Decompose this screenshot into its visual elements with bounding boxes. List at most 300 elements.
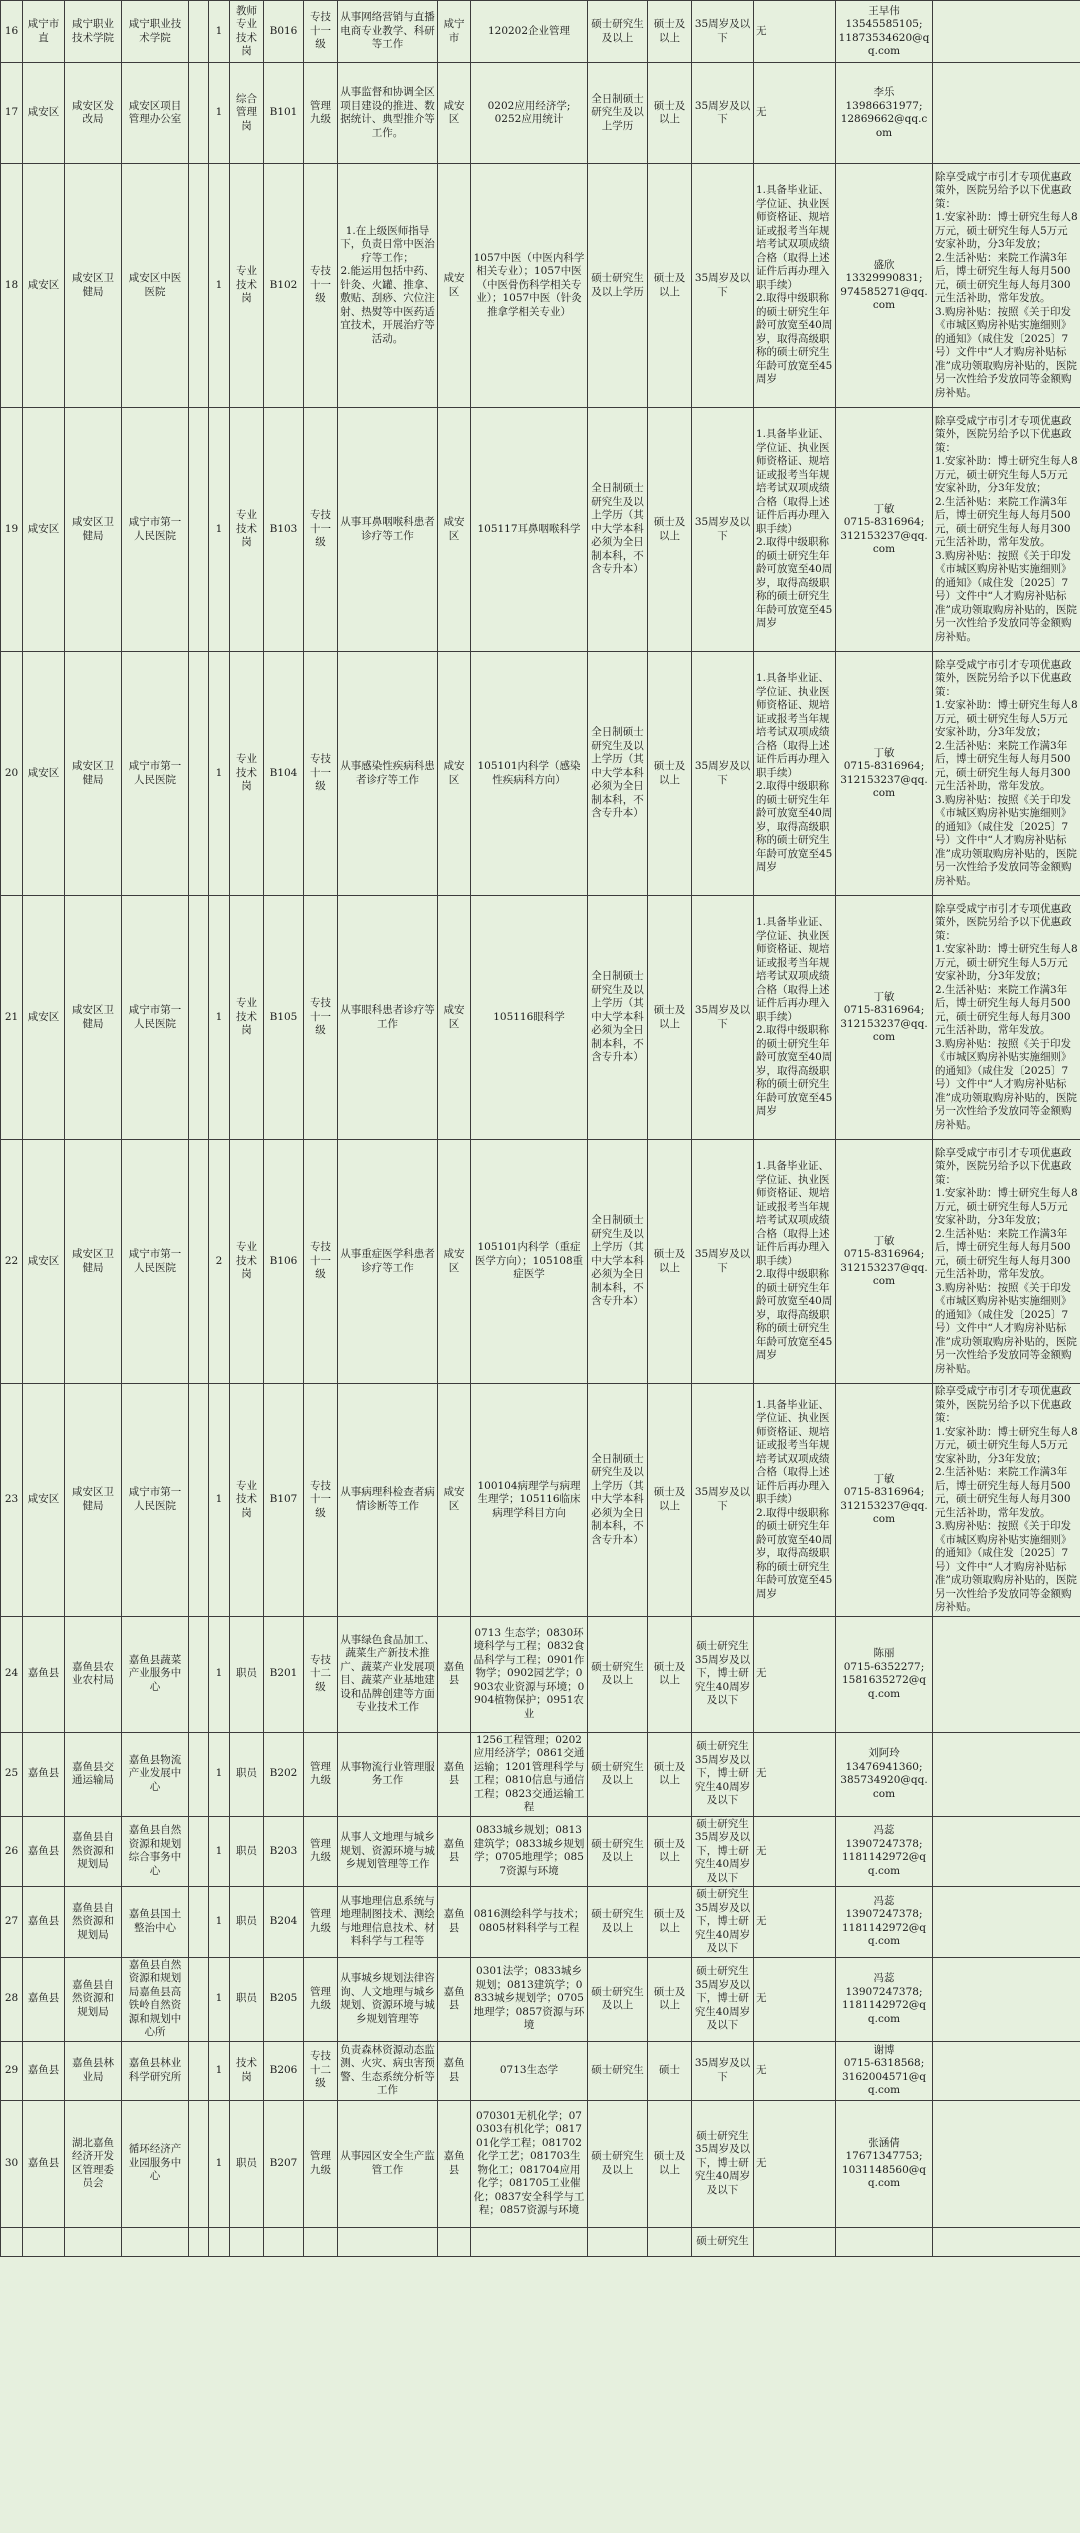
cell-code: B207 xyxy=(264,2100,304,2227)
cell-level: 管理九级 xyxy=(304,63,338,164)
cell-degree: 硕士及以上 xyxy=(648,1140,692,1384)
cell-count: 1 xyxy=(209,1,230,63)
cell-code: B104 xyxy=(264,652,304,896)
cell-edu: 硕士研究生及以上 xyxy=(588,2100,648,2227)
cell-count: 1 xyxy=(209,1616,230,1732)
cell-workplace: 嘉鱼县 xyxy=(438,2041,471,2100)
cell-category: 职员 xyxy=(230,1887,264,1958)
cell-duties: 从事病理科检查者病情诊断等工作 xyxy=(338,1384,438,1617)
cell-unit: 嘉鱼县自然资源和规划局嘉鱼县高铁岭自然资源和规划中心所 xyxy=(122,1957,189,2041)
cell-other: 无 xyxy=(754,1,836,63)
cell-category: 职员 xyxy=(230,1616,264,1732)
cell-degree: 硕士及以上 xyxy=(648,408,692,652)
cell-major: 0713 生态学；0830环境科学与工程；0832食品科学与工程；0901作物学；0902园艺学；0903农业资源与环境；0904植物保护；0951农业 xyxy=(471,1616,588,1732)
cell-unit: 咸宁市第一人民医院 xyxy=(122,1384,189,1617)
cell-count: 1 xyxy=(209,1732,230,1816)
cell-workplace: 嘉鱼县 xyxy=(438,2100,471,2227)
cell-count: 1 xyxy=(209,2041,230,2100)
cell-major: 105101内科学（感染性疾病科方向） xyxy=(471,652,588,896)
cell-unit: 嘉鱼县国土整治中心 xyxy=(122,1887,189,1958)
cell-level: 专技十二级 xyxy=(304,1616,338,1732)
cell-type xyxy=(189,2100,209,2227)
cell-unit: 嘉鱼县自然资源和规划综合事务中心 xyxy=(122,1816,189,1887)
cell-degree: 硕士及以上 xyxy=(648,1732,692,1816)
cell-dept: 咸安区卫健局 xyxy=(65,1384,122,1617)
cell-contact: 王早伟 13545585105; 11873534620@qq.com xyxy=(836,1,933,63)
cell-degree: 硕士及以上 xyxy=(648,2100,692,2227)
cell-edu: 全日制硕士研究生及以上学历（其中大学本科必须为全日制本科，不含专升本） xyxy=(588,408,648,652)
cell-duties: 从事物流行业管理服务工作 xyxy=(338,1732,438,1816)
cell-age: 硕士研究生35周岁及以下，博士研究生40周岁及以下 xyxy=(692,1887,754,1958)
cell-workplace: 咸安区 xyxy=(438,1140,471,1384)
cell-age: 35周岁及以下 xyxy=(692,1,754,63)
cell-contact: 丁敏 0715-8316964; 312153237@qq.com xyxy=(836,408,933,652)
cell-region: 咸安区 xyxy=(23,63,65,164)
cell-code: B016 xyxy=(264,1,304,63)
cell-dept: 咸安区卫健局 xyxy=(65,896,122,1140)
table-row xyxy=(1,652,1080,896)
cell-other: 1.具备毕业证、学位证、执业医师资格证、规培证或报考当年规培考试双项成绩合格（取得上述证件后再办理入职手续） 2.取得中级职称的硕士研究生年龄可放宽至40周岁，取得高级职称的硕士研究生年龄可放宽至45周岁 xyxy=(754,164,836,408)
cell-level: 专技十二级 xyxy=(304,2041,338,2100)
cell-level: 专技十一级 xyxy=(304,1384,338,1617)
cell-type xyxy=(189,1616,209,1732)
cell-note: 除享受咸宁市引才专项优惠政策外，医院另给予以下优惠政策： 1.安家补助：博士研究生每人8万元，硕士研究生每人5万元安家补助，分3年发放； 2.生活补贴：来院工作满3年后，博士研究生每人每月500元，硕士研究生每人每月300元生活补助，常年发放。 3.购房补贴：按照《关于印发《市城区购房补贴实施细则》的通知》（咸住发〔2025〕7号）文件中“人才购房补贴标准”成功领取购房补贴的，医院另一次性给予发放同等金额购房补贴。 xyxy=(933,1384,1080,1617)
cell-workplace: 嘉鱼县 xyxy=(438,1957,471,2041)
cell-workplace: 咸安区 xyxy=(438,408,471,652)
cell-category: 专业技术岗 xyxy=(230,408,264,652)
cell-no: 27 xyxy=(1,1887,23,1958)
cell-unit: 咸宁市第一人民医院 xyxy=(122,408,189,652)
cell-code: B102 xyxy=(264,164,304,408)
cell-age: 35周岁及以下 xyxy=(692,408,754,652)
cell-major: 0713生态学 xyxy=(471,2041,588,2100)
cell-no: 19 xyxy=(1,408,23,652)
cell-note xyxy=(933,1957,1080,2041)
cell-age: 35周岁及以下 xyxy=(692,1140,754,1384)
cell-dept: 嘉鱼县自然资源和规划局 xyxy=(65,1957,122,2041)
table-row xyxy=(1,1732,1080,1816)
table-row xyxy=(1,1957,1080,2041)
cell-count: 1 xyxy=(209,164,230,408)
cell-dept: 嘉鱼县农业农村局 xyxy=(65,1616,122,1732)
cell-note xyxy=(933,2227,1080,2256)
table-body xyxy=(1,1,1080,2257)
cell-degree: 硕士及以上 xyxy=(648,164,692,408)
cell-degree: 硕士及以上 xyxy=(648,1816,692,1887)
cell-duties: 从事感染性疾病科患者诊疗等工作 xyxy=(338,652,438,896)
cell-duties: 从事重症医学科患者诊疗等工作 xyxy=(338,1140,438,1384)
cell-major: 0202应用经济学; 0252应用统计 xyxy=(471,63,588,164)
cell-type xyxy=(189,652,209,896)
table-row xyxy=(1,1616,1080,1732)
cell-no: 20 xyxy=(1,652,23,896)
cell-note: 除享受咸宁市引才专项优惠政策外，医院另给予以下优惠政策： 1.安家补助：博士研究生每人8万元，硕士研究生每人5万元安家补助，分3年发放； 2.生活补贴：来院工作满3年后，博士研究生每人每月500元，硕士研究生每人每月300元生活补助，常年发放。 3.购房补贴：按照《关于印发《市城区购房补贴实施细则》的通知》（咸住发〔2025〕7号）文件中“人才购房补贴标准”成功领取购房补贴的，医院另一次性给予发放同等金额购房补贴。 xyxy=(933,896,1080,1140)
cell-level xyxy=(304,2227,338,2256)
cell-count: 1 xyxy=(209,1957,230,2041)
cell-region: 嘉鱼县 xyxy=(23,2041,65,2100)
cell-other: 1.具备毕业证、学位证、执业医师资格证、规培证或报考当年规培考试双项成绩合格（取得上述证件后再办理入职手续） 2.取得中级职称的硕士研究生年龄可放宽至40周岁，取得高级职称的硕士研究生年龄可放宽至45周岁 xyxy=(754,896,836,1140)
cell-age: 硕士研究生35周岁及以下，博士研究生40周岁及以下 xyxy=(692,1732,754,1816)
cell-category: 职员 xyxy=(230,2100,264,2227)
cell-type xyxy=(189,408,209,652)
cell-edu: 全日制硕士研究生及以上学历（其中大学本科必须为全日制本科，不含专升本） xyxy=(588,652,648,896)
cell-contact: 张涵倩 17671347753; 1031148560@qq.com xyxy=(836,2100,933,2227)
cell-no: 22 xyxy=(1,1140,23,1384)
cell-type xyxy=(189,2227,209,2256)
cell-other: 1.具备毕业证、学位证、执业医师资格证、规培证或报考当年规培考试双项成绩合格（取得上述证件后再办理入职手续） 2.取得中级职称的硕士研究生年龄可放宽至40周岁，取得高级职称的硕士研究生年龄可放宽至45周岁 xyxy=(754,1384,836,1617)
cell-region: 咸安区 xyxy=(23,652,65,896)
cell-level: 管理九级 xyxy=(304,1887,338,1958)
cell-other xyxy=(754,2227,836,2256)
cell-duties: 1.在上级医师指导下，负责日常中医治疗等工作； 2.能运用包括中药、针灸、火罐、推拿、敷贴、刮痧、穴位注射、热熨等中医药适宜技术，开展治疗等活动。 xyxy=(338,164,438,408)
cell-no: 30 xyxy=(1,2100,23,2227)
cell-age: 35周岁及以下 xyxy=(692,1384,754,1617)
cell-dept: 嘉鱼县自然资源和规划局 xyxy=(65,1816,122,1887)
cell-degree: 硕士及以上 xyxy=(648,1384,692,1617)
cell-region: 咸宁市直 xyxy=(23,1,65,63)
cell-unit: 咸宁职业技术学院 xyxy=(122,1,189,63)
cell-major xyxy=(471,2227,588,2256)
cell-unit xyxy=(122,2227,189,2256)
cell-duties: 从事眼科患者诊疗等工作 xyxy=(338,896,438,1140)
cell-duties: 从事网络营销与直播电商专业教学、科研等工作 xyxy=(338,1,438,63)
cell-other: 1.具备毕业证、学位证、执业医师资格证、规培证或报考当年规培考试双项成绩合格（取得上述证件后再办理入职手续） 2.取得中级职称的硕士研究生年龄可放宽至40周岁，取得高级职称的硕士研究生年龄可放宽至45周岁 xyxy=(754,1140,836,1384)
cell-count: 1 xyxy=(209,408,230,652)
cell-region: 嘉鱼县 xyxy=(23,2100,65,2227)
cell-unit: 咸安区中医医院 xyxy=(122,164,189,408)
cell-duties: 从事绿色食品加工、蔬菜生产新技术推广、蔬菜产业发展项目、蔬菜产业基地建设和品牌创建等方面专业技术工作 xyxy=(338,1616,438,1732)
cell-count: 1 xyxy=(209,1816,230,1887)
cell-code: B201 xyxy=(264,1616,304,1732)
cell-type xyxy=(189,1,209,63)
cell-category: 专业技术岗 xyxy=(230,896,264,1140)
cell-duties xyxy=(338,2227,438,2256)
cell-code xyxy=(264,2227,304,2256)
cell-region xyxy=(23,2227,65,2256)
cell-contact xyxy=(836,2227,933,2256)
cell-age: 35周岁及以下 xyxy=(692,896,754,1140)
cell-count: 1 xyxy=(209,1887,230,1958)
cell-note: 除享受咸宁市引才专项优惠政策外，医院另给予以下优惠政策： 1.安家补助：博士研究生每人8万元，硕士研究生每人5万元安家补助，分3年发放； 2.生活补贴：来院工作满3年后，博士研究生每人每月500元，硕士研究生每人每月300元生活补助，常年发放。 3.购房补贴：按照《关于印发《市城区购房补贴实施细则》的通知》（咸住发〔2025〕7号）文件中“人才购房补贴标准”成功领取购房补贴的，医院另一次性给予发放同等金额购房补贴。 xyxy=(933,652,1080,896)
cell-region: 咸安区 xyxy=(23,896,65,1140)
cell-dept: 湖北嘉鱼经济开发区管理委员会 xyxy=(65,2100,122,2227)
cell-unit: 嘉鱼县蔬菜产业服务中心 xyxy=(122,1616,189,1732)
cell-unit: 咸宁市第一人民医院 xyxy=(122,896,189,1140)
cell-no: 23 xyxy=(1,1384,23,1617)
cell-other: 无 xyxy=(754,1616,836,1732)
cell-type xyxy=(189,1957,209,2041)
cell-workplace: 咸安区 xyxy=(438,652,471,896)
cell-region: 嘉鱼县 xyxy=(23,1732,65,1816)
cell-note xyxy=(933,63,1080,164)
cell-duties: 负责森林资源动态监测、火灾、病虫害预警、生态系统分析等工作 xyxy=(338,2041,438,2100)
cell-workplace xyxy=(438,2227,471,2256)
cell-no xyxy=(1,2227,23,2256)
table-row xyxy=(1,2041,1080,2100)
cell-note xyxy=(933,1816,1080,1887)
cell-degree xyxy=(648,2227,692,2256)
cell-category: 专业技术岗 xyxy=(230,1140,264,1384)
cell-other: 无 xyxy=(754,2100,836,2227)
cell-degree: 硕士及以上 xyxy=(648,652,692,896)
cell-region: 咸安区 xyxy=(23,1140,65,1384)
cell-contact: 丁敏 0715-8316964; 312153237@qq.com xyxy=(836,1384,933,1617)
cell-type xyxy=(189,63,209,164)
cell-no: 18 xyxy=(1,164,23,408)
cell-degree: 硕士及以上 xyxy=(648,896,692,1140)
cell-dept: 咸安区卫健局 xyxy=(65,164,122,408)
cell-major: 070301无机化学；070303有机化学；081701化学工程；081702化学工艺；081703生物化工；081704应用化学；081705工业催化；0837安全科学与工程；0857资源与环境 xyxy=(471,2100,588,2227)
cell-count: 1 xyxy=(209,63,230,164)
cell-level: 管理九级 xyxy=(304,1732,338,1816)
cell-workplace: 嘉鱼县 xyxy=(438,1816,471,1887)
cell-code: B105 xyxy=(264,896,304,1140)
table-row xyxy=(1,2100,1080,2227)
cell-contact: 盛欣 13329990831; 974585271@qq.com xyxy=(836,164,933,408)
cell-degree: 硕士及以上 xyxy=(648,1887,692,1958)
cell-dept: 咸安区发改局 xyxy=(65,63,122,164)
cell-unit: 循环经济产业园服务中心 xyxy=(122,2100,189,2227)
cell-region: 嘉鱼县 xyxy=(23,1816,65,1887)
cell-dept: 咸宁职业技术学院 xyxy=(65,1,122,63)
cell-age: 硕士研究生35周岁及以下，博士研究生40周岁及以下 xyxy=(692,1616,754,1732)
table-row xyxy=(1,164,1080,408)
cell-dept: 嘉鱼县自然资源和规划局 xyxy=(65,1887,122,1958)
cell-level: 管理九级 xyxy=(304,2100,338,2227)
cell-level: 专技十一级 xyxy=(304,408,338,652)
cell-edu: 硕士研究生及以上学历 xyxy=(588,164,648,408)
cell-degree: 硕士 xyxy=(648,2041,692,2100)
cell-category: 技术岗 xyxy=(230,2041,264,2100)
cell-count: 1 xyxy=(209,652,230,896)
cell-dept: 咸安区卫健局 xyxy=(65,652,122,896)
cell-other: 无 xyxy=(754,1732,836,1816)
cell-dept: 嘉鱼县交通运输局 xyxy=(65,1732,122,1816)
cell-category: 综合管理岗 xyxy=(230,63,264,164)
cell-other: 1.具备毕业证、学位证、执业医师资格证、规培证或报考当年规培考试双项成绩合格（取得上述证件后再办理入职手续） 2.取得中级职称的硕士研究生年龄可放宽至40周岁，取得高级职称的硕士研究生年龄可放宽至45周岁 xyxy=(754,652,836,896)
cell-count: 1 xyxy=(209,2100,230,2227)
cell-major: 1256工程管理；0202应用经济学；0861交通运输；1201管理科学与工程；0810信息与通信工程；0823交通运输工程 xyxy=(471,1732,588,1816)
cell-code: B202 xyxy=(264,1732,304,1816)
cell-workplace: 咸安区 xyxy=(438,63,471,164)
cell-unit: 嘉鱼县林业科学研究所 xyxy=(122,2041,189,2100)
cell-duties: 从事园区安全生产监管工作 xyxy=(338,2100,438,2227)
cell-category: 职员 xyxy=(230,1957,264,2041)
cell-workplace: 咸安区 xyxy=(438,896,471,1140)
cell-no: 21 xyxy=(1,896,23,1140)
cell-level: 专技十一级 xyxy=(304,896,338,1140)
cell-level: 专技十一级 xyxy=(304,652,338,896)
cell-dept: 咸安区卫健局 xyxy=(65,1140,122,1384)
cell-category: 专业技术岗 xyxy=(230,164,264,408)
cell-level: 管理九级 xyxy=(304,1957,338,2041)
cell-contact: 冯蕊 13907247378; 1181142972@qq.com xyxy=(836,1887,933,1958)
cell-count xyxy=(209,2227,230,2256)
cell-duties: 从事地理信息系统与地理制图技术、测绘与地理信息技术、材料科学与工程等 xyxy=(338,1887,438,1958)
cell-workplace: 嘉鱼县 xyxy=(438,1887,471,1958)
cell-age: 35周岁及以下 xyxy=(692,164,754,408)
cell-unit: 咸宁市第一人民医院 xyxy=(122,1140,189,1384)
cell-duties: 从事人文地理与城乡规划、资源环境与城乡规划管理等工作 xyxy=(338,1816,438,1887)
cell-major: 100104病理学与病理生理学；105116临床病理学科目方向 xyxy=(471,1384,588,1617)
cell-no: 28 xyxy=(1,1957,23,2041)
cell-duties: 从事监督和协调全区项目建设的推进、数据统计、典型推介等工作。 xyxy=(338,63,438,164)
cell-workplace: 咸安区 xyxy=(438,164,471,408)
cell-count: 1 xyxy=(209,896,230,1140)
cell-other: 无 xyxy=(754,1816,836,1887)
cell-category: 职员 xyxy=(230,1816,264,1887)
cell-no: 24 xyxy=(1,1616,23,1732)
table-row xyxy=(1,2227,1080,2256)
cell-contact: 冯蕊 13907247378; 1181142972@qq.com xyxy=(836,1957,933,2041)
cell-code: B101 xyxy=(264,63,304,164)
cell-no: 17 xyxy=(1,63,23,164)
cell-code: B107 xyxy=(264,1384,304,1617)
cell-other: 无 xyxy=(754,1887,836,1958)
cell-code: B103 xyxy=(264,408,304,652)
cell-edu: 全日制硕士研究生及以上学历（其中大学本科必须为全日制本科，不含专升本） xyxy=(588,1384,648,1617)
cell-degree: 硕士及以上 xyxy=(648,1,692,63)
cell-contact: 刘阿玲 13476941360; 385734920@qq.com xyxy=(836,1732,933,1816)
cell-edu: 全日制硕士研究生及以上学历（其中大学本科必须为全日制本科，不含专升本） xyxy=(588,1140,648,1384)
table-row xyxy=(1,896,1080,1140)
cell-age: 35周岁及以下 xyxy=(692,2041,754,2100)
cell-degree: 硕士及以上 xyxy=(648,1616,692,1732)
cell-region: 嘉鱼县 xyxy=(23,1616,65,1732)
cell-count: 1 xyxy=(209,1384,230,1617)
cell-type xyxy=(189,2041,209,2100)
cell-degree: 硕士及以上 xyxy=(648,63,692,164)
cell-edu: 硕士研究生 xyxy=(588,2041,648,2100)
cell-workplace: 咸宁市 xyxy=(438,1,471,63)
table-row xyxy=(1,1384,1080,1617)
cell-type xyxy=(189,1140,209,1384)
cell-contact: 丁敏 0715-8316964; 312153237@qq.com xyxy=(836,1140,933,1384)
cell-type xyxy=(189,896,209,1140)
cell-note xyxy=(933,1,1080,63)
table-row xyxy=(1,1140,1080,1384)
cell-code: B106 xyxy=(264,1140,304,1384)
cell-contact: 李乐 13986631977; 12869662@qq.com xyxy=(836,63,933,164)
cell-edu xyxy=(588,2227,648,2256)
cell-note xyxy=(933,1732,1080,1816)
cell-type xyxy=(189,1732,209,1816)
table-row xyxy=(1,1816,1080,1887)
cell-note xyxy=(933,2041,1080,2100)
cell-code: B206 xyxy=(264,2041,304,2100)
cell-major: 0816测绘科学与技术；0805材料科学与工程 xyxy=(471,1887,588,1958)
cell-edu: 硕士研究生及以上 xyxy=(588,1,648,63)
cell-dept xyxy=(65,2227,122,2256)
cell-type xyxy=(189,1816,209,1887)
cell-edu: 硕士研究生及以上 xyxy=(588,1816,648,1887)
table-row xyxy=(1,63,1080,164)
cell-age: 硕士研究生35周岁及以下，博士研究生40周岁及以下 xyxy=(692,1816,754,1887)
cell-dept: 嘉鱼县林业局 xyxy=(65,2041,122,2100)
cell-count: 2 xyxy=(209,1140,230,1384)
cell-dept: 咸安区卫健局 xyxy=(65,408,122,652)
cell-degree: 硕士及以上 xyxy=(648,1957,692,2041)
cell-note xyxy=(933,2100,1080,2227)
cell-major: 0301法学；0833城乡规划；0813建筑学；0833城乡规划学；0705地理学；0857资源与环境 xyxy=(471,1957,588,2041)
table-row xyxy=(1,408,1080,652)
cell-edu: 硕士研究生及以上 xyxy=(588,1887,648,1958)
cell-contact: 冯蕊 13907247378; 1181142972@qq.com xyxy=(836,1816,933,1887)
cell-region: 咸安区 xyxy=(23,164,65,408)
cell-age: 35周岁及以下 xyxy=(692,63,754,164)
cell-edu: 全日制硕士研究生及以上学历（其中大学本科必须为全日制本科，不含专升本） xyxy=(588,896,648,1140)
cell-category xyxy=(230,2227,264,2256)
cell-no: 25 xyxy=(1,1732,23,1816)
cell-edu: 硕士研究生及以上 xyxy=(588,1732,648,1816)
cell-category: 专业技术岗 xyxy=(230,652,264,896)
cell-code: B205 xyxy=(264,1957,304,2041)
cell-contact: 丁敏 0715-8316964; 312153237@qq.com xyxy=(836,652,933,896)
cell-type xyxy=(189,1887,209,1958)
cell-region: 咸安区 xyxy=(23,1384,65,1617)
cell-region: 咸安区 xyxy=(23,408,65,652)
cell-unit: 嘉鱼县物流产业发展中心 xyxy=(122,1732,189,1816)
cell-major: 105116眼科学 xyxy=(471,896,588,1140)
cell-unit: 咸宁市第一人民医院 xyxy=(122,652,189,896)
cell-major: 120202企业管理 xyxy=(471,1,588,63)
cell-edu: 硕士研究生及以上 xyxy=(588,1616,648,1732)
cell-age: 35周岁及以下 xyxy=(692,652,754,896)
cell-other: 1.具备毕业证、学位证、执业医师资格证、规培证或报考当年规培考试双项成绩合格（取得上述证件后再办理入职手续） 2.取得中级职称的硕士研究生年龄可放宽至40周岁，取得高级职称的硕士研究生年龄可放宽至45周岁 xyxy=(754,408,836,652)
cell-duties: 从事耳鼻咽喉科患者诊疗等工作 xyxy=(338,408,438,652)
cell-level: 专技十一级 xyxy=(304,1140,338,1384)
cell-level: 专技十一级 xyxy=(304,1,338,63)
cell-level: 管理九级 xyxy=(304,1816,338,1887)
cell-category: 职员 xyxy=(230,1732,264,1816)
cell-unit: 咸安区项目管理办公室 xyxy=(122,63,189,164)
cell-note xyxy=(933,1616,1080,1732)
cell-note xyxy=(933,1887,1080,1958)
cell-workplace: 嘉鱼县 xyxy=(438,1732,471,1816)
cell-other: 无 xyxy=(754,1957,836,2041)
cell-no: 16 xyxy=(1,1,23,63)
cell-workplace: 咸安区 xyxy=(438,1384,471,1617)
table-row xyxy=(1,1,1080,63)
cell-note: 除享受咸宁市引才专项优惠政策外，医院另给予以下优惠政策： 1.安家补助：博士研究生每人8万元，硕士研究生每人5万元安家补助，分3年发放； 2.生活补贴：来院工作满3年后，博士研究生每人每月500元，硕士研究生每人每月300元生活补助，常年发放。 3.购房补贴：按照《关于印发《市城区购房补贴实施细则》的通知》（咸住发〔2025〕7号）文件中“人才购房补贴标准”成功领取购房补贴的，医院另一次性给予发放同等金额购房补贴。 xyxy=(933,164,1080,408)
cell-type xyxy=(189,164,209,408)
cell-no: 29 xyxy=(1,2041,23,2100)
cell-contact: 陈丽 0715-6352277; 1581635272@qq.com xyxy=(836,1616,933,1732)
cell-category: 专业技术岗 xyxy=(230,1384,264,1617)
cell-no: 26 xyxy=(1,1816,23,1887)
cell-major: 0833城乡规划；0813建筑学；0833城乡规划学；0705地理学；0857资源与环境 xyxy=(471,1816,588,1887)
cell-age: 硕士研究生35周岁及以下，博士研究生40周岁及以下 xyxy=(692,2100,754,2227)
cell-category: 教师专业技术岗 xyxy=(230,1,264,63)
cell-region: 嘉鱼县 xyxy=(23,1957,65,2041)
cell-major: 1057中医（中医内科学相关专业）；1057中医（中医骨伤科学相关专业）；1057中医（针灸推拿学相关专业） xyxy=(471,164,588,408)
cell-contact: 谢博 0715-6318568; 3162004571@qq.com xyxy=(836,2041,933,2100)
cell-duties: 从事城乡规划法律咨询、人文地理与城乡规划、资源环境与城乡规划管理等 xyxy=(338,1957,438,2041)
cell-code: B204 xyxy=(264,1887,304,1958)
cell-major: 105101内科学（重症医学方向）；105108重症医学 xyxy=(471,1140,588,1384)
cell-region: 嘉鱼县 xyxy=(23,1887,65,1958)
cell-other: 无 xyxy=(754,2041,836,2100)
cell-edu: 全日制硕士研究生及以上学历 xyxy=(588,63,648,164)
cell-other: 无 xyxy=(754,63,836,164)
cell-note: 除享受咸宁市引才专项优惠政策外，医院另给予以下优惠政策： 1.安家补助：博士研究生每人8万元，硕士研究生每人5万元安家补助，分3年发放； 2.生活补贴：来院工作满3年后，博士研究生每人每月500元，硕士研究生每人每月300元生活补助，常年发放。 3.购房补贴：按照《关于印发《市城区购房补贴实施细则》的通知》（咸住发〔2025〕7号）文件中“人才购房补贴标准”成功领取购房补贴的，医院另一次性给予发放同等金额购房补贴。 xyxy=(933,408,1080,652)
cell-contact: 丁敏 0715-8316964; 312153237@qq.com xyxy=(836,896,933,1140)
cell-level: 专技十一级 xyxy=(304,164,338,408)
cell-age: 硕士研究生 xyxy=(692,2227,754,2256)
cell-age: 硕士研究生35周岁及以下，博士研究生40周岁及以下 xyxy=(692,1957,754,2041)
table-row xyxy=(1,1887,1080,1958)
cell-code: B203 xyxy=(264,1816,304,1887)
